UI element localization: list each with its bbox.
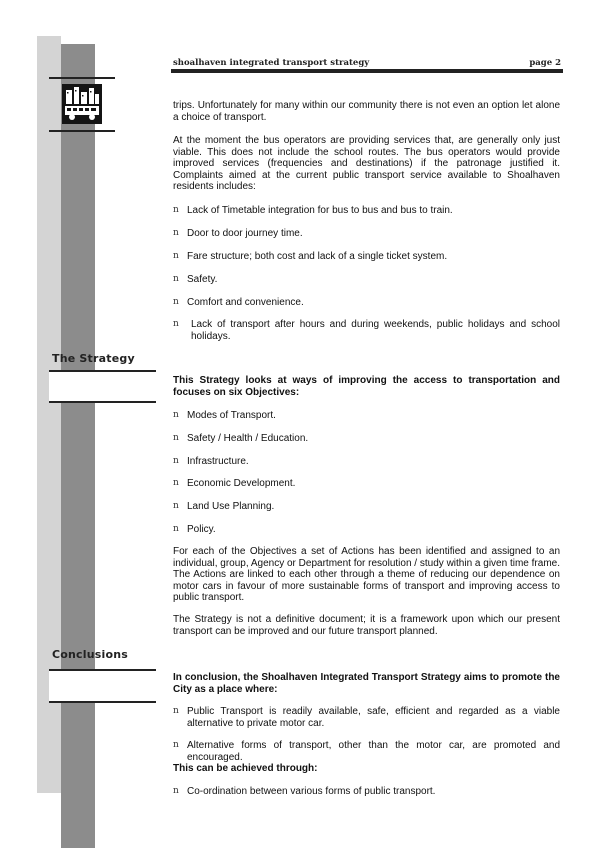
city-bus-logo-icon — [62, 84, 102, 124]
bullet-glyph: n — [173, 205, 179, 215]
header-rule — [171, 69, 563, 73]
bullet-glyph: n — [173, 740, 179, 750]
bullet-glyph: n — [173, 319, 179, 329]
list-item: n Safety. — [173, 274, 218, 285]
bullet-glyph: n — [173, 433, 179, 443]
conclusions-lead: In conclusion, the Shoalhaven Integrated Transport Strategy aims to promote the City as a place where: — [173, 672, 560, 695]
page-number: page 2 — [529, 58, 561, 68]
list-item: n Lack of Timetable integration for bus to bus and bus to train. — [173, 205, 453, 216]
bullet-glyph: n — [173, 274, 179, 284]
bullet-glyph: n — [173, 706, 179, 716]
intro-paragraph-1: trips. Unfortunately for many within our community there is not even an option let alone a choice of transport. — [173, 100, 560, 123]
list-item: n Modes of Transport. — [173, 410, 276, 421]
bullet-glyph: n — [173, 297, 179, 307]
side-bar-dark — [61, 44, 95, 848]
list-item: n Policy. — [173, 524, 216, 535]
bullet-glyph: n — [173, 501, 179, 511]
strategy-paragraph-1: For each of the Objectives a set of Actions has been identified and assigned to an individual, group, Agency or Department for resolution / study within a given time frame. The Actions are linked to each other through a theme of reducing our dependence on motor cars in favour of more sustainable forms of transport and improving access to public transport. — [173, 546, 560, 603]
list-item: n Safety / Health / Education. — [173, 433, 309, 444]
list-item: n Public Transport is readily available, safe, efficient and regarded as a viable alternative to private motor car. — [173, 706, 560, 729]
list-item: n Fare structure; both cost and lack of a single ticket system. — [173, 251, 448, 262]
section-band — [49, 671, 156, 701]
achieved-label: This can be achieved through: — [173, 763, 318, 774]
bullet-glyph: n — [173, 228, 179, 238]
bullet-glyph: n — [173, 456, 179, 466]
intro-paragraph-2: At the moment the bus operators are providing services that, are generally only just viable. This does not include the school routes. The bus operators would provide improved services (frequencies and destinations) if the patronage justified it. Complaints aimed at the current public transport service available to Shoalhaven residents includes: — [173, 135, 560, 192]
section-rule — [49, 401, 156, 403]
list-item: n Economic Development. — [173, 478, 296, 489]
list-item: n Comfort and convenience. — [173, 297, 304, 308]
list-item: n Door to door journey time. — [173, 228, 303, 239]
section-heading-strategy: The Strategy — [52, 352, 135, 365]
logo-rule-top — [49, 77, 115, 79]
list-item: n Alternative forms of transport, other than the motor car, are promoted and encouraged. — [173, 740, 560, 763]
bullet-glyph: n — [173, 410, 179, 420]
section-heading-conclusions: Conclusions — [52, 648, 129, 661]
bullet-glyph: n — [173, 524, 179, 534]
bullet-glyph: n — [173, 251, 179, 261]
section-rule — [49, 701, 156, 703]
bullet-glyph: n — [173, 786, 179, 796]
strategy-paragraph-2: The Strategy is not a definitive document; it is a framework upon which our present transport can be improved and our future transport planned. — [173, 614, 560, 637]
list-item: n Co-ordination between various forms of public transport. — [173, 786, 436, 797]
list-item: n Infrastructure. — [173, 456, 249, 467]
list-item: n Land Use Planning. — [173, 501, 275, 512]
header-title: shoalhaven integrated transport strategy — [173, 58, 370, 68]
logo-rule-bottom — [49, 130, 115, 132]
bullet-glyph: n — [173, 478, 179, 488]
strategy-lead: This Strategy looks at ways of improving the access to transportation and focuses on six Objectives: — [173, 375, 560, 398]
list-item: n Lack of transport after hours and during weekends, public holidays and school holidays. — [173, 319, 560, 342]
section-band — [49, 372, 156, 402]
